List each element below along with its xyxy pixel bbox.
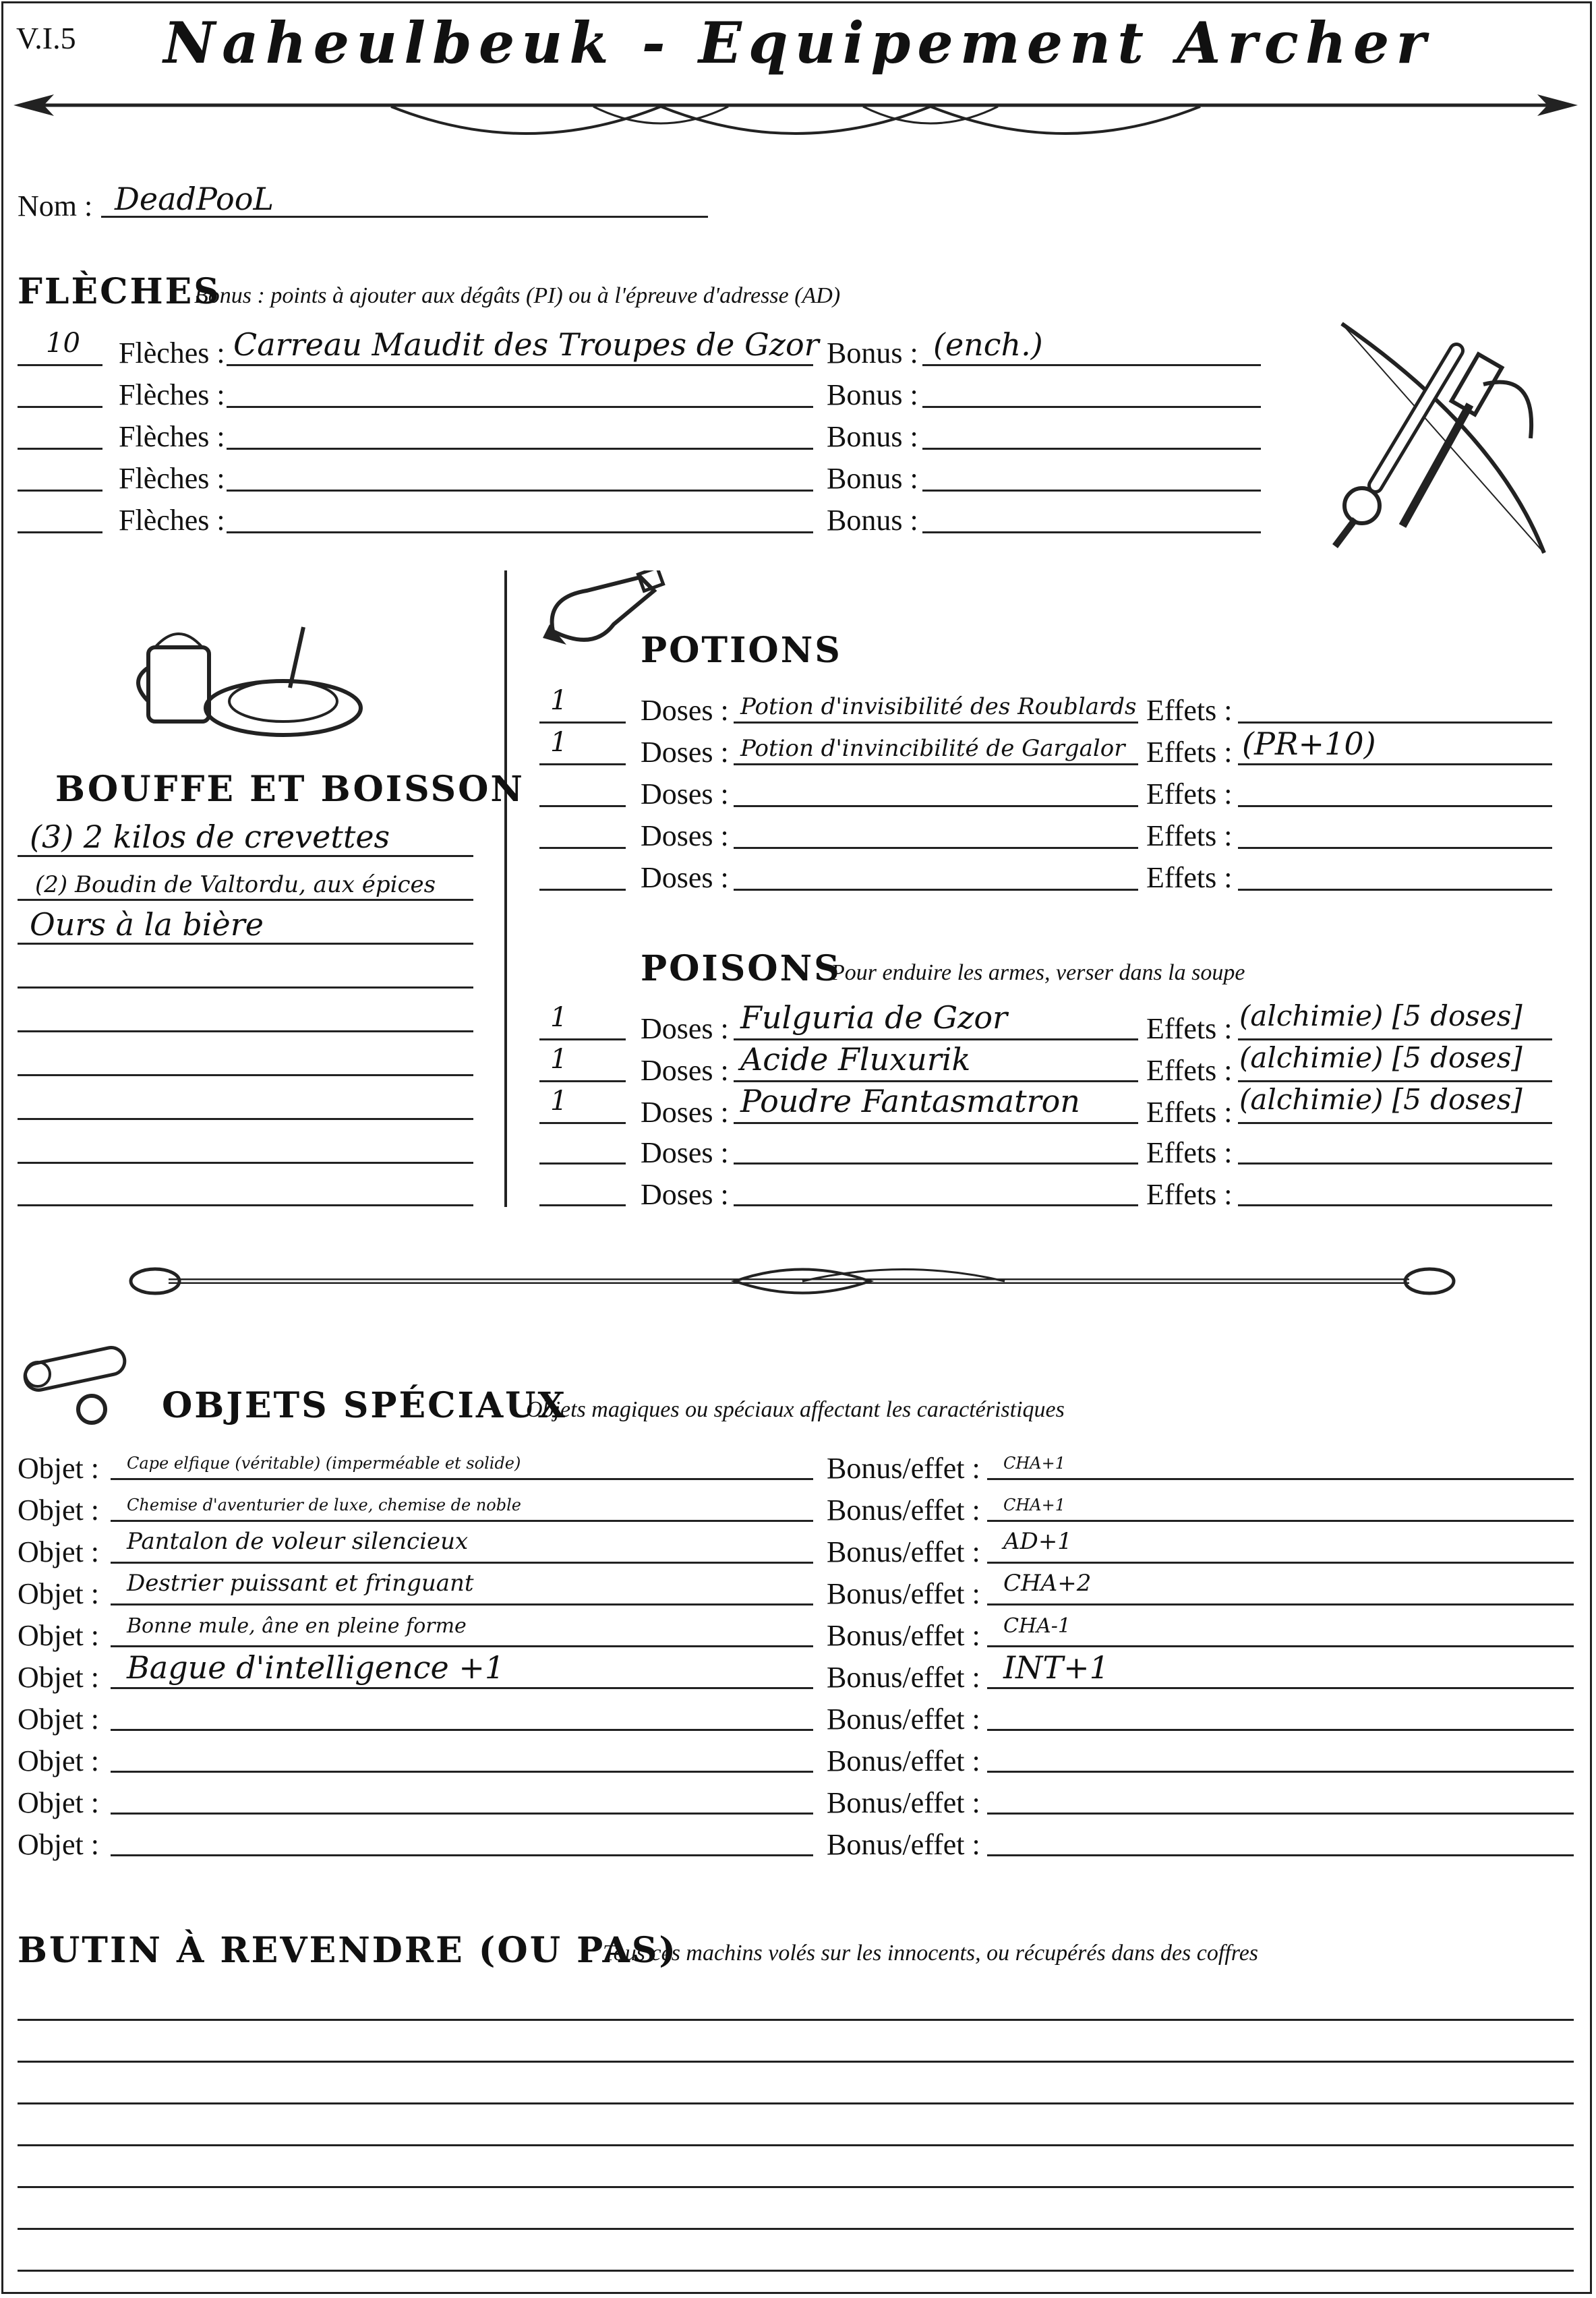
objet-label: Objet : [18, 1661, 99, 1694]
objet-bonus-label: Bonus/effet : [827, 1744, 980, 1777]
bouffe-line [18, 899, 473, 901]
objet-bonus[interactable]: INT+1 [1003, 1649, 1109, 1686]
doses-label: Doses : [641, 777, 729, 811]
butin-line[interactable] [18, 2144, 1574, 2146]
fleches-label: Flèches : [119, 336, 225, 370]
bouffe-item[interactable]: (2) Boudin de Valtordu, aux épices [35, 871, 436, 898]
bouffe-item[interactable]: (3) 2 kilos de crevettes [30, 819, 390, 855]
objets-heading: OBJETS SPÉCIAUX [162, 1385, 567, 1426]
arrow-decoration-icon [13, 86, 1578, 147]
butin-heading: BUTIN À REVENDRE (OU PAS) [18, 1930, 678, 1971]
potion-qty[interactable]: 1 [550, 727, 568, 758]
fleches-name[interactable]: Carreau Maudit des Troupes de Gzor [233, 326, 819, 363]
objet-name[interactable]: Bague d'intelligence +1 [127, 1649, 505, 1686]
objet-bonus-label: Bonus/effet : [827, 1703, 980, 1736]
fleches-label: Flèches : [119, 462, 225, 495]
effets-label: Effets : [1146, 861, 1233, 894]
objet-bonus[interactable]: AD+1 [1003, 1528, 1072, 1555]
bouffe-line [18, 1118, 473, 1120]
bouffe-line [18, 855, 473, 857]
fleches-heading: FLÈCHES [18, 271, 221, 312]
objets-subtitle: Objets magiques ou spéciaux affectant les caractéristiques [526, 1397, 1065, 1422]
objet-bonus-label: Bonus/effet : [827, 1577, 980, 1610]
objet-label: Objet : [18, 1494, 99, 1527]
objet-name[interactable]: Bonne mule, âne en pleine forme [127, 1614, 467, 1638]
fleches-bonus-label: Bonus : [827, 504, 918, 537]
fleches-bonus-label: Bonus : [827, 462, 918, 495]
butin-line[interactable] [18, 2228, 1574, 2230]
butin-line[interactable] [18, 2061, 1574, 2063]
fleches-label: Flèches : [119, 420, 225, 453]
fleches-bonus[interactable]: (ench.) [933, 326, 1043, 363]
potion-name[interactable]: Potion d'invincibilité de Gargalor [740, 735, 1125, 762]
butin-line[interactable] [18, 2186, 1574, 2188]
objet-bonus-label: Bonus/effet : [827, 1619, 980, 1652]
weapons-icon [1322, 310, 1564, 560]
effets-label: Effets : [1146, 777, 1233, 811]
butin-line[interactable] [18, 2270, 1574, 2272]
page-title: Naheulbeuk - Equipement Archer [163, 9, 1433, 76]
objet-label: Objet : [18, 1577, 99, 1610]
bouffe-line [18, 943, 473, 945]
objet-bonus-label: Bonus/effet : [827, 1452, 980, 1485]
doses-label: Doses : [641, 819, 729, 852]
nom-value[interactable]: DeadPooL [115, 181, 274, 217]
food-icon [135, 607, 364, 742]
fleches-bonus-label: Bonus : [827, 378, 918, 411]
effets-label: Effets : [1146, 736, 1233, 769]
butin-line[interactable] [18, 2102, 1574, 2104]
effets-label: Effets : [1146, 1012, 1233, 1045]
effets-label: Effets : [1146, 1136, 1233, 1169]
objet-bonus[interactable]: CHA+2 [1003, 1570, 1092, 1597]
doses-label: Doses : [641, 1054, 729, 1087]
poison-name[interactable]: Fulguria de Gzor [740, 999, 1008, 1036]
potion-effet[interactable]: (PR+10) [1242, 726, 1376, 762]
poison-name[interactable]: Acide Fluxurik [740, 1041, 971, 1078]
effets-label: Effets : [1146, 694, 1233, 727]
objet-bonus-label: Bonus/effet : [827, 1661, 980, 1694]
bouffe-heading: BOUFFE ET BOISSON [55, 769, 525, 810]
objet-bonus[interactable]: CHA-1 [1003, 1614, 1071, 1638]
butin-line[interactable] [18, 2019, 1574, 2021]
column-divider [504, 570, 507, 1207]
fleches-bonus-label: Bonus : [827, 336, 918, 370]
doses-label: Doses : [641, 1096, 729, 1129]
doses-label: Doses : [641, 1178, 729, 1211]
effets-label: Effets : [1146, 1054, 1233, 1087]
poisons-subtitle: Pour enduire les armes, verser dans la soupe [831, 960, 1245, 985]
objet-bonus[interactable]: CHA+1 [1003, 1454, 1066, 1473]
butin-subtitle: Tous ces machins volés sur les innocents, ou récupérés dans des coffres [603, 1941, 1259, 1966]
objet-bonus-label: Bonus/effet : [827, 1786, 980, 1819]
bouffe-line [18, 1204, 473, 1206]
doses-label: Doses : [641, 694, 729, 727]
bouffe-line [18, 1074, 473, 1076]
poison-name[interactable]: Poudre Fantasmatron [740, 1083, 1080, 1119]
fleches-label: Flèches : [119, 504, 225, 537]
objet-bonus-label: Bonus/effet : [827, 1828, 980, 1861]
scroll-ring-icon [18, 1342, 159, 1430]
fleches-label: Flèches : [119, 378, 225, 411]
doses-label: Doses : [641, 736, 729, 769]
objet-name[interactable]: Chemise d'aventurier de luxe, chemise de noble [127, 1496, 521, 1514]
poison-effet[interactable]: (alchimie) [5 doses] [1239, 1083, 1523, 1116]
potions-heading: POTIONS [641, 630, 842, 671]
fleches-qty[interactable]: 10 [46, 328, 80, 359]
doses-label: Doses : [641, 1012, 729, 1045]
objet-label: Objet : [18, 1619, 99, 1652]
doses-label: Doses : [641, 861, 729, 894]
objet-name[interactable]: Cape elfique (véritable) (imperméable et solide) [127, 1454, 521, 1473]
poison-effet[interactable]: (alchimie) [5 doses] [1239, 999, 1523, 1032]
fleches-subtitle: Bonus : points à ajouter aux dégâts (PI) ou à l'épreuve d'adresse (AD) [194, 283, 841, 308]
objet-label: Objet : [18, 1703, 99, 1736]
effets-label: Effets : [1146, 819, 1233, 852]
poison-effet[interactable]: (alchimie) [5 doses] [1239, 1041, 1523, 1074]
bouffe-line [18, 1030, 473, 1032]
objet-label: Objet : [18, 1452, 99, 1485]
fleches-bonus-label: Bonus : [827, 420, 918, 453]
poison-qty[interactable]: 1 [550, 1086, 568, 1117]
potion-name[interactable]: Potion d'invisibilité des Roublards [740, 693, 1137, 720]
objet-label: Objet : [18, 1786, 99, 1819]
potion-qty[interactable]: 1 [550, 685, 568, 716]
objet-label: Objet : [18, 1744, 99, 1777]
nom-label: Nom : [18, 189, 93, 223]
objet-bonus[interactable]: CHA+1 [1003, 1496, 1066, 1514]
poison-qty[interactable]: 1 [550, 1002, 568, 1033]
bouffe-line [18, 1162, 473, 1164]
bouffe-item[interactable]: Ours à la bière [30, 906, 264, 943]
version-label: V.I.5 [16, 21, 76, 55]
objet-name[interactable]: Pantalon de voleur silencieux [127, 1528, 469, 1555]
objet-name[interactable]: Destrier puissant et fringuant [127, 1570, 474, 1597]
objet-bonus-label: Bonus/effet : [827, 1535, 980, 1568]
bouffe-line [18, 986, 473, 989]
effets-label: Effets : [1146, 1178, 1233, 1211]
objet-label: Objet : [18, 1828, 99, 1861]
objet-label: Objet : [18, 1535, 99, 1568]
poison-qty[interactable]: 1 [550, 1044, 568, 1075]
staff-decoration-icon [128, 1254, 1463, 1308]
effets-label: Effets : [1146, 1096, 1233, 1129]
doses-label: Doses : [641, 1136, 729, 1169]
poisons-heading: POISONS [641, 948, 841, 989]
objet-bonus-label: Bonus/effet : [827, 1494, 980, 1527]
